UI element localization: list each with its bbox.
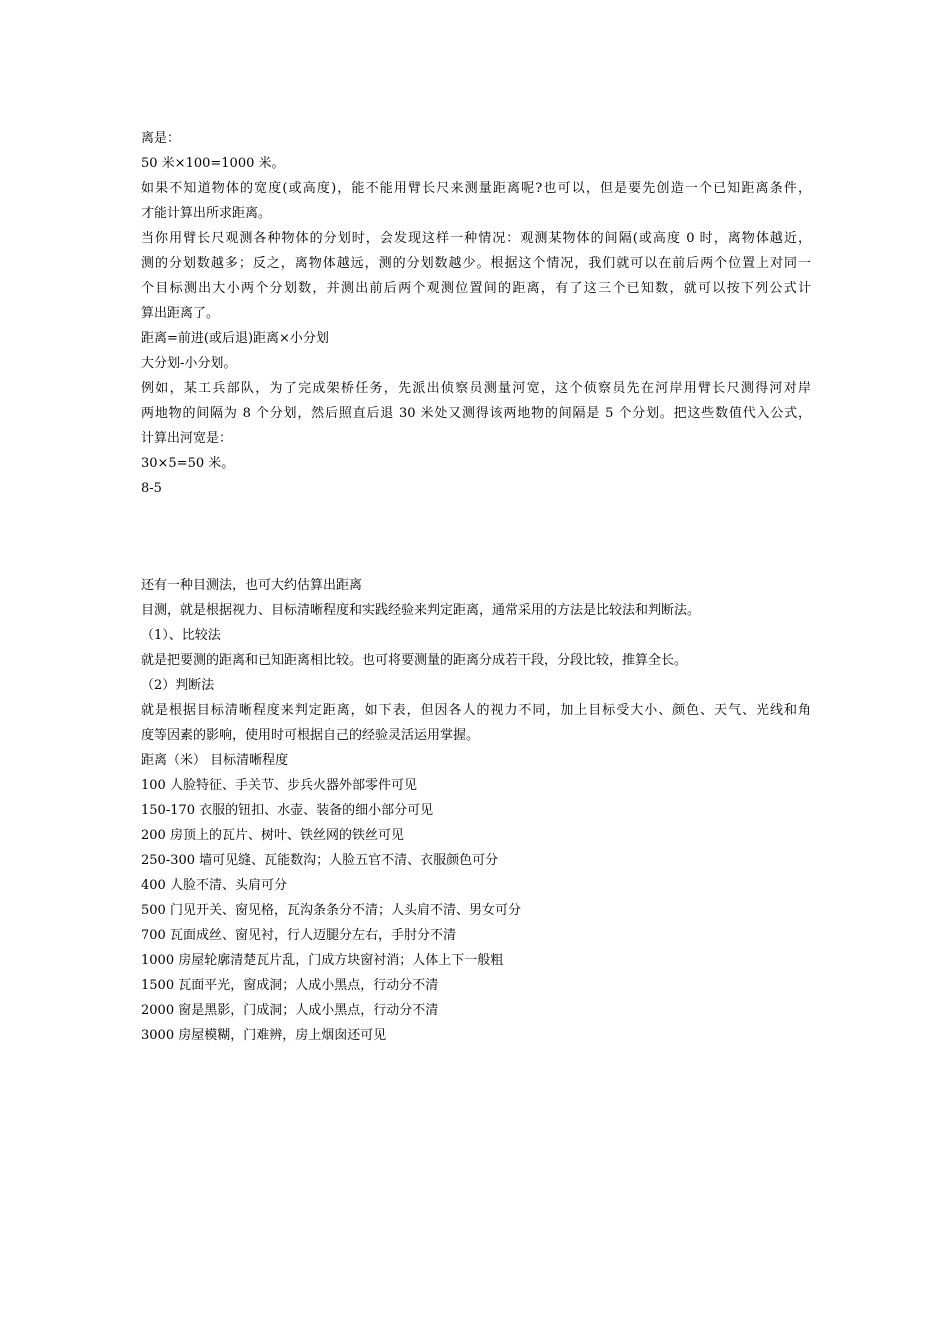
- subheading-judgment: （2）判断法: [141, 678, 215, 693]
- table-row: 150-170 衣服的钮扣、水壶、装备的细小部分可见: [141, 803, 434, 818]
- table-row: 100 人脸特征、手关节、步兵火器外部零件可见: [141, 778, 417, 793]
- text-line: 例如，某工兵部队，为了完成架桥任务，先派出侦察员测量河宽，这个侦察员先在河岸用臂长尺测得河对岸: [141, 381, 811, 396]
- formula-denominator: 大分划-小分划。: [141, 356, 237, 371]
- table-header: 距离（米） 目标清晰程度: [141, 753, 289, 768]
- section-intro: 还有一种目测法，也可大约估算出距离: [141, 578, 363, 593]
- subheading-comparison: （1）、比较法: [141, 628, 221, 643]
- text-line: 个目标测出大小两个分划数，并测出前后两个观测位置间的距离，有了这三个已知数，就可以按下列公式计: [141, 281, 811, 296]
- calculation-denominator: 8-5: [141, 481, 162, 496]
- text-line: 计算出河宽是：: [141, 431, 233, 446]
- text-line: 两地物的间隔为 8 个分划，然后照直后退 30 米处又测得该两地物的间隔是 5 个分划。把这些数值代入公式，: [141, 406, 811, 421]
- text-line: 测的分划数越多；反之，离物体越远，测的分划数越少。根据这个情况，我们就可以在前后两个位置上对同一: [141, 256, 811, 271]
- table-row: 3000 房屋模糊，门难辨，房上烟囱还可见: [141, 1028, 387, 1043]
- table-row: 2000 窗是黑影，门成洞；人成小黑点，行动分不清: [141, 1003, 439, 1018]
- text-line: 就是根据目标清晰程度来判定距离，如下表，但因各人的视力不同，加上目标受大小、颜色、天气、光线和角: [141, 703, 811, 718]
- text-line: 度等因素的影响，使用时可根据自己的经验灵活运用掌握。: [141, 728, 480, 743]
- text-line: 当你用臂长尺观测各种物体的分划时，会发现这样一种情况：观测某物体的间隔(或高度 0 时，离物体越近，: [141, 231, 811, 246]
- text-line: 就是把要测的距离和已知距离相比较。也可将要测量的距离分成若干段，分段比较，推算全长。: [141, 653, 688, 668]
- table-row: 200 房顶上的瓦片、树叶、铁丝网的铁丝可见: [141, 828, 404, 843]
- table-row: 1000 房屋轮廓清楚瓦片乱，门成方块窗衬消；人体上下一般粗: [141, 953, 504, 968]
- text-line: 才能计算出所求距离。: [141, 206, 272, 221]
- table-row: 250-300 墙可见缝、瓦能数沟；人脸五官不清、衣服颜色可分: [141, 853, 499, 868]
- table-row: 1500 瓦面平光，窗成洞；人成小黑点，行动分不清: [141, 978, 439, 993]
- text-line: 目测，就是根据视力、目标清晰程度和实践经验来判定距离，通常采用的方法是比较法和判断法。: [141, 603, 701, 618]
- calculation-numerator: 30×5=50 米。: [141, 456, 235, 471]
- table-row: 700 瓦面成丝、窗见衬，行人迈腿分左右，手肘分不清: [141, 928, 456, 943]
- formula-numerator: 距离=前进(或后退)距离×小分划: [141, 331, 329, 346]
- table-row: 500 门见开关、窗见格，瓦沟条条分不清；人头肩不清、男女可分: [141, 903, 521, 918]
- text-line: 离是：: [141, 131, 181, 146]
- text-line: 50 米×100=1000 米。: [141, 156, 285, 171]
- table-row: 400 人脸不清、头肩可分: [141, 878, 287, 893]
- text-line: 算出距离了。: [141, 306, 220, 321]
- text-line: 如果不知道物体的宽度(或高度)，能不能用臂长尺来测量距离呢?也可以，但是要先创造一个已知距离条件，: [141, 181, 811, 196]
